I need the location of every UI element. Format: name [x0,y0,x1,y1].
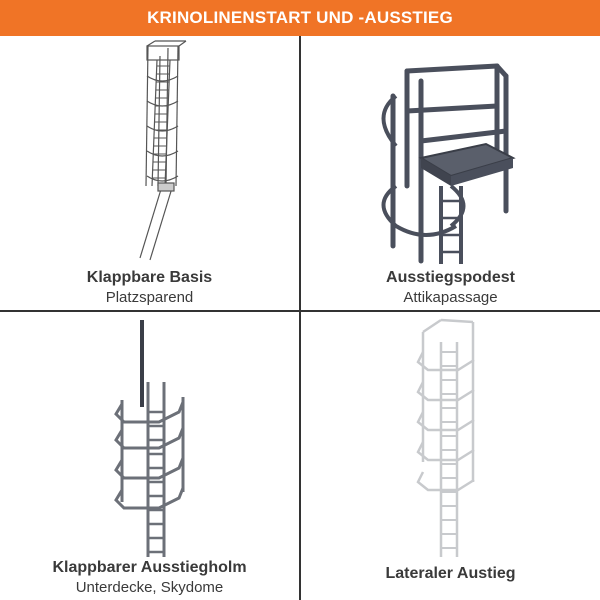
header-banner [0,0,600,36]
panel-klappbare-basis[interactable] [0,36,299,310]
header-title: KRINOLINENSTART UND -AUSSTIEG [147,8,453,27]
folding-base-ladder-image [0,36,299,266]
panel-title: Ausstiegspodest [386,269,515,286]
panel-klappbarer-ausstiegholm[interactable] [0,312,299,600]
exit-platform-image [301,36,600,266]
panel-lateraler-austieg[interactable] [301,312,600,600]
panel-caption [0,558,299,598]
panel-subtitle: Attikapassage [403,289,498,306]
panel-caption [301,268,600,308]
panel-subtitle: Platzsparend [105,289,194,306]
panel-caption [0,268,299,308]
panel-title: Lateraler Austieg [385,565,516,582]
panel-ausstiegspodest[interactable] [301,36,600,310]
panel-subtitle: Unterdecke, Skydome [75,579,224,596]
folding-handrail-ladder-image [0,312,299,562]
lateral-exit-ladder-image [301,312,600,562]
panel-title: Klappbare Basis [86,269,213,286]
panel-caption [301,564,600,584]
options-grid [0,36,600,600]
panel-title: Klappbarer Ausstiegholm [52,559,247,576]
